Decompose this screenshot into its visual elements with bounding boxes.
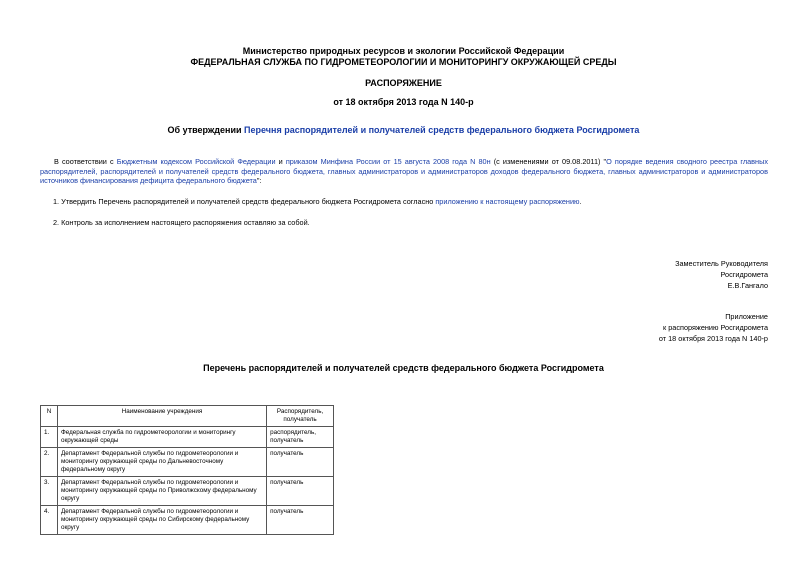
table-row [41,506,334,535]
minfin-order-link[interactable]: приказом Минфина России от 15 августа 2008 года N 80н [285,157,491,166]
row-institution: Департамент Федеральной службы по гидрометеорологии и мониторингу окружающей среды по Приволжскому федеральному округу [57,477,266,506]
document-type: РАСПОРЯЖЕНИЕ [365,78,442,88]
signature-position: Заместитель Руководителя [675,259,768,268]
row-role: распорядитель, получатель [267,427,334,448]
title-link[interactable]: Перечня распорядителей и получателей средств федерального бюджета Росгидромета [244,125,640,135]
ministry-name: Министерство природных ресурсов и экологии Российской Федерации [242,46,565,56]
header-role: Распорядитель, получатель [267,406,334,427]
document-date: от 18 октября 2013 года N 140-р [333,97,474,107]
item-1-end: . [579,197,582,206]
header-number: N [41,406,58,427]
intro-paragraph [40,157,768,186]
appendix-to: к распоряжению Росгидромета [663,323,768,332]
intro-text-3: (с изменениями от 09.08.2011) " [490,157,607,166]
signature-name: Е.В.Гангало [727,281,768,290]
row-role: получатель [267,448,334,477]
intro-text-1: В соответствии с [54,157,117,166]
row-role: получатель [267,477,334,506]
table-row [41,477,334,506]
appendix-link[interactable]: приложению к настоящему распоряжению [435,197,580,206]
row-number: 4. [41,506,58,535]
table-header-row [41,406,334,427]
service-name: ФЕДЕРАЛЬНАЯ СЛУЖБА ПО ГИДРОМЕТЕОРОЛОГИИ И МОНИТОРИНГУ ОКРУЖАЮЩЕЙ СРЕДЫ [190,57,617,67]
appendix-label: Приложение [725,312,768,321]
signature-org: Росгидромета [720,270,768,279]
row-institution: Федеральная служба по гидрометеорологии и мониторингу окружающей среды [57,427,266,448]
appendix-date: от 18 октября 2013 года N 140-р [658,334,768,343]
recipients-table [40,405,334,535]
item-2: 2. Контроль за исполнением настоящего распоряжения оставляю за собой. [53,218,310,227]
list-title: Перечень распорядителей и получателей средств федерального бюджета Росгидромета [203,363,604,373]
item-1 [53,197,773,207]
document-title [0,125,807,135]
row-role: получатель [267,506,334,535]
row-number: 2. [41,448,58,477]
row-institution: Департамент Федеральной службы по гидрометеорологии и мониторингу окружающей среды по Дальневосточному федеральному округу [57,448,266,477]
title-prefix: Об утверждении [167,125,245,135]
registry-order-link[interactable]: О порядке ведения сводного реестра главных распорядителей, распорядителей и получателей средств федерального бюджета, главных администраторов и администраторов доходов федерального бюджета, главных администраторов и администраторов источников финансирования дефицита федерального бюджета [40,157,768,185]
header-institution: Наименование учреждения [57,406,266,427]
budget-code-link[interactable]: Бюджетным кодексом Российской Федерации [116,157,276,166]
intro-text-2: и [275,157,286,166]
item-1-text: 1. Утвердить Перечень распорядителей и получателей средств федерального бюджета Росгидромета согласно [53,197,436,206]
row-number: 1. [41,427,58,448]
table-row [41,448,334,477]
table-row [41,427,334,448]
row-number: 3. [41,477,58,506]
row-institution: Департамент Федеральной службы по гидрометеорологии и мониторингу окружающей среды по Сибирскому федеральному округу [57,506,266,535]
intro-text-4: ": [256,176,262,185]
